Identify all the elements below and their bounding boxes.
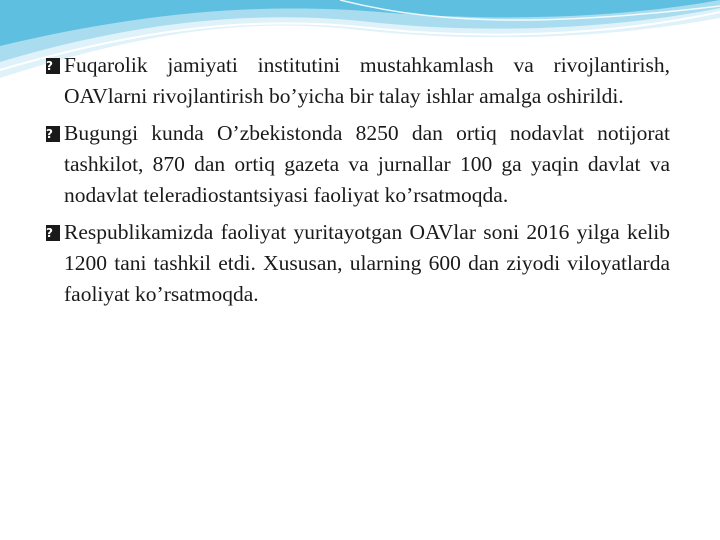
bullet-text-2: Bugungi kunda O’zbekistonda 8250 dan ortiq nodavlat notijorat tashkilot, 870 dan ortiq gazeta va jurnallar 100 ga yaqin davlat va nodavlat teleradiostantsiyasi faoliyat ko’rsatmoqda. [64, 121, 670, 207]
bullet-text-1: Fuqarolik jamiyati institutini mustahkamlash va rivojlantirish, OAVlarni rivojlantirish bo’yicha bir talay ishlar amalga oshirildi. [64, 53, 670, 108]
bullet-text-3: Respublikamizda faoliyat yuritayotgan OAVlar soni 2016 yilga kelib 1200 tani tashkil etdi. Xususan, ularning 600 dan ziyodi viloyatlarda faoliyat ko’rsatmoqda. [64, 220, 670, 306]
missing-glyph-icon: ? [46, 58, 60, 74]
bullet-item-3 [46, 217, 670, 310]
bullet-item-1 [46, 50, 670, 112]
missing-glyph-icon: ? [46, 225, 60, 241]
bullet-list [46, 50, 670, 316]
missing-glyph-icon: ? [46, 126, 60, 142]
bullet-item-2 [46, 118, 670, 211]
